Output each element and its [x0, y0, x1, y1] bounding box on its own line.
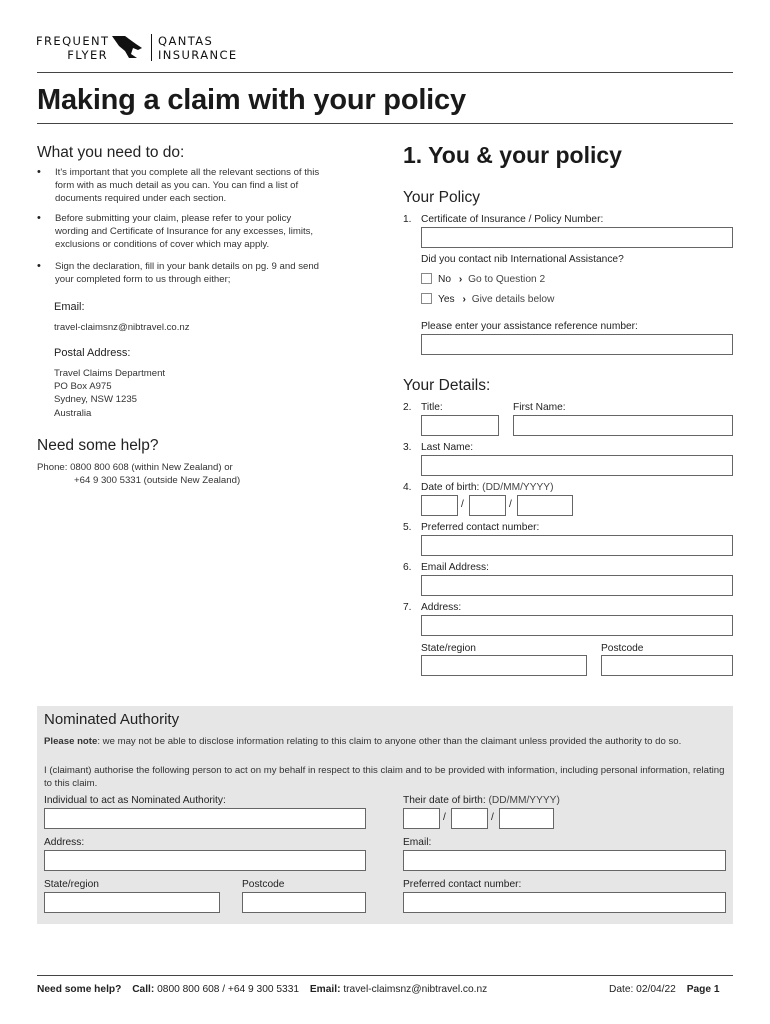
instructions-list	[37, 166, 337, 296]
phone-line-2: +64 9 300 5331 (outside New Zealand)	[74, 475, 241, 486]
footer-help: Need some help? Call: 0800 800 608 / +64 9 300 5331 Email: travel-claimsnz@nibtravel.co.nz	[37, 984, 488, 995]
kangaroo-icon	[111, 34, 143, 60]
last-name-label: Last Name:	[421, 442, 474, 453]
q6-number: 6.	[403, 562, 412, 573]
logo-divider	[151, 34, 152, 61]
footer-page-info: Date: 02/04/22 Page 1	[609, 984, 720, 995]
reference-label: Please enter your assistance reference number:	[421, 321, 638, 332]
date-separator: /	[509, 499, 512, 510]
dob-day-input[interactable]	[421, 495, 458, 516]
email-address-input[interactable]	[421, 575, 733, 596]
postal-label: Postal Address:	[54, 347, 131, 359]
postcode-label: Postcode	[601, 643, 644, 654]
nominated-address-input[interactable]	[44, 850, 366, 871]
date-separator: /	[491, 812, 494, 823]
state-input[interactable]	[421, 655, 587, 676]
title-rule	[37, 123, 733, 124]
dob-year-input[interactable]	[517, 495, 573, 516]
need-help-heading: Need some help?	[37, 437, 159, 454]
logo-qantas-insurance: QANTAS INSURANCE	[158, 34, 238, 62]
email-value[interactable]: travel-claimsnz@nibtravel.co.nz	[54, 322, 190, 333]
nominated-contact-label: Preferred contact number:	[403, 879, 522, 890]
contact-number-input[interactable]	[421, 535, 733, 556]
assistance-yes-option: Yes › Give details below	[438, 294, 555, 305]
email-label: Email:	[54, 301, 85, 313]
chevron-right-icon: ›	[462, 294, 466, 305]
q1-label: Certificate of Insurance / Policy Number:	[421, 214, 604, 225]
nominated-email-input[interactable]	[403, 850, 726, 871]
individual-label: Individual to act as Nominated Authority:	[44, 795, 226, 806]
reference-number-input[interactable]	[421, 334, 733, 355]
q3-number: 3.	[403, 442, 412, 453]
q5-number: 5.	[403, 522, 412, 533]
their-dob-label: Their date of birth: (DD/MM/YYYY)	[403, 795, 560, 806]
q7-number: 7.	[403, 602, 412, 613]
nominated-postcode-label: Postcode	[242, 879, 285, 890]
what-you-need-heading: What you need to do:	[37, 144, 185, 161]
email-address-label: Email Address:	[421, 562, 489, 573]
q4-number: 4.	[403, 482, 412, 493]
their-dob-month-input[interactable]	[451, 808, 488, 829]
assistance-yes-checkbox[interactable]	[421, 293, 432, 304]
list-item: • Sign the declaration, fill in your bank details on pg. 9 and send your completed form to us through either;	[37, 260, 327, 286]
q1-number: 1.	[403, 214, 412, 225]
address-input[interactable]	[421, 615, 733, 636]
assistance-no-option: No › Go to Question 2	[438, 274, 546, 285]
nominated-state-label: State/region	[44, 879, 99, 890]
list-item: • Before submitting your claim, please refer to your policy wording and Certificate of Insurance for any excesses, limits, exclusions or conditions of cover which may apply.	[37, 212, 327, 252]
nominated-address-label: Address:	[44, 837, 85, 848]
nominated-postcode-input[interactable]	[242, 892, 366, 913]
postal-address: Travel Claims Department PO Box A975 Sydney, NSW 1235 Australia	[54, 368, 166, 419]
footer-rule	[37, 975, 733, 976]
individual-input[interactable]	[44, 808, 366, 829]
date-separator: /	[443, 812, 446, 823]
list-item: • It's important that you complete all the relevant sections of this form with as much detail as you can. You can find a list of documents required under each section.	[37, 166, 327, 206]
their-dob-day-input[interactable]	[403, 808, 440, 829]
address-label: Address:	[421, 602, 462, 613]
last-name-input[interactable]	[421, 455, 733, 476]
chevron-right-icon: ›	[458, 274, 463, 285]
assistance-no-checkbox[interactable]	[421, 273, 432, 284]
nominated-authorise-text: I (claimant) authorise the following person to act on my behalf in respect to this claim and to be provided with information, including personal information, relating to this claim.	[44, 765, 725, 790]
assistance-question: Did you contact nib International Assistance?	[421, 254, 624, 265]
logo-frequent-flyer: FREQUENT FLYER	[36, 34, 110, 62]
nominated-state-input[interactable]	[44, 892, 220, 913]
nominated-note: Please note: we may not be able to disclose information relating to this claim to anyone other than the claimant unless provided the authority to do so.	[44, 736, 682, 747]
postcode-input[interactable]	[601, 655, 733, 676]
nominated-contact-input[interactable]	[403, 892, 726, 913]
dob-label: Date of birth: (DD/MM/YYYY)	[421, 482, 554, 493]
nominated-email-label: Email:	[403, 837, 432, 848]
state-label: State/region	[421, 643, 476, 654]
contact-number-label: Preferred contact number:	[421, 522, 540, 533]
title-input[interactable]	[421, 415, 499, 436]
first-name-label: First Name:	[513, 402, 566, 413]
nominated-heading: Nominated Authority	[44, 711, 180, 728]
q2-number: 2.	[403, 402, 412, 413]
your-details-heading: Your Details:	[403, 377, 491, 394]
title-label: Title:	[421, 402, 443, 413]
dob-month-input[interactable]	[469, 495, 506, 516]
policy-number-input[interactable]	[421, 227, 733, 248]
page-title: Making a claim with your policy	[37, 84, 466, 116]
header-rule	[37, 72, 733, 73]
their-dob-year-input[interactable]	[499, 808, 554, 829]
phone-line-1: Phone: 0800 800 608 (within New Zealand) or	[37, 462, 233, 473]
your-policy-heading: Your Policy	[403, 189, 480, 206]
first-name-input[interactable]	[513, 415, 733, 436]
section-1-title: 1. You & your policy	[403, 142, 622, 168]
date-separator: /	[461, 499, 464, 510]
